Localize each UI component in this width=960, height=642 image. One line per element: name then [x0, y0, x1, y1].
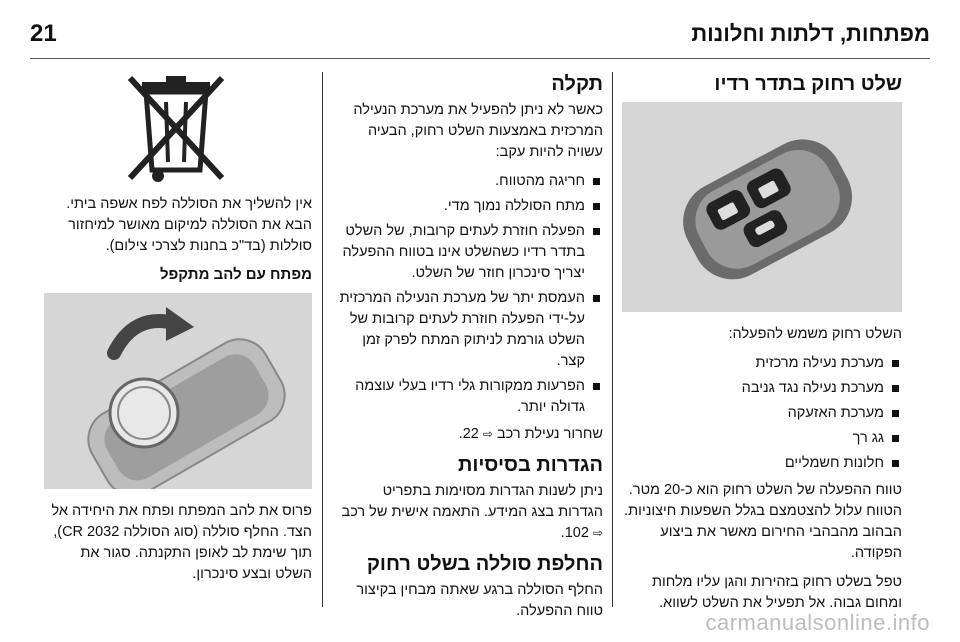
column-remote-control	[622, 72, 902, 622]
range-paragraph: טווח ההפעלה של השלט רחוק הוא כ-20 מטר. הטווח עלול להצטמצם בגלל השפעות חיצוניות. הבהוב מהבהבי החירום מאשר את ביצוע הפקודה.	[624, 482, 902, 561]
list-item: העמסת יתר של מערכת הנעילה המרכזית על-ידי הפעלה חוזרת לעתים קרובות של השלט גורמת לניתוק המתח לפרק זמן קצר.	[335, 288, 603, 372]
disposal-paragraph: אין להשליך את הסוללה לפח אשפה ביתי. הבא את הסוללה למיקום מאושר למיחזור סוללות (בד"כ בחנות לצרכי צילום).	[66, 196, 312, 254]
list-item: מערכת נעילה מרכזית	[622, 353, 902, 374]
list-item: גג רך	[622, 428, 902, 449]
column-divider	[322, 72, 323, 607]
fault-intro: כאשר לא ניתן להפעיל את מערכת הנעילה המרכזית באמצעות השלט רחוק, הבעיה עשויה להיות עקב:	[353, 102, 603, 160]
chapter-title: מפתחות, דלתות וחלונות	[691, 21, 930, 46]
reference-arrow-icon: ⇨	[482, 427, 493, 441]
list-item: הפעלה חוזרת לעתים קרובות, של השלט בתדר רדיו כשהשלט אינו בטווח ההפעלה יצריך סינכרון חוזר של השלט.	[335, 221, 603, 284]
crossed-bin-figure	[116, 72, 236, 184]
unlock-ref-page: 22.	[458, 426, 479, 442]
settings-text: ניתן לשנות הגדרות מסוימות בתפריט הגדרות בצג המידע. התאמה אישית של רכב	[341, 483, 603, 520]
header-divider	[30, 58, 930, 59]
battery-replacement-illustration	[44, 293, 312, 489]
page-number: 21	[30, 20, 57, 47]
remote-key-figure	[622, 102, 902, 312]
fault-causes-list	[335, 171, 603, 418]
list-item: מערכת האזעקה	[622, 403, 902, 424]
settings-ref-page: 102.	[560, 525, 589, 541]
crossed-out-bin-icon	[116, 72, 236, 184]
battery-replacement-figure	[44, 293, 312, 489]
section-title-remote: שלט רחוק בתדר רדיו	[714, 73, 902, 95]
list-item: חריגה מהטווח.	[335, 171, 603, 192]
watermark: carmanualsonline.info	[705, 610, 930, 635]
section-title-settings: הגדרות בסיסיות	[458, 454, 603, 476]
column-fault	[335, 72, 603, 630]
care-paragraph: טפל בשלט רחוק בזהירות והגן עליו מלחות ומחום גבוה. אל תפעיל את השלט לשווא.	[651, 574, 902, 611]
column-battery	[40, 72, 312, 593]
remote-functions-list	[622, 353, 902, 474]
remote-intro: השלט רחוק משמש להפעלה:	[728, 326, 902, 342]
unlock-reference	[335, 424, 603, 445]
battery-paragraph: החלף הסוללה ברגע שאתה מבחין בקיצור טווח ההפעלה.	[356, 582, 603, 619]
list-item: חלונות חשמליים	[622, 453, 902, 474]
section-title-fault: תקלה	[551, 73, 603, 95]
list-item: מערכת נעילה נגד גניבה	[622, 378, 902, 399]
settings-paragraph	[335, 481, 603, 544]
section-title-folding-key: מפתח עם להב מתקפל	[159, 266, 312, 283]
unlock-ref-text: שחרור נעילת רכב	[496, 426, 603, 442]
list-item: הפרעות ממקורות גלי רדיו בעלי עוצמה גדולה יותר.	[335, 376, 603, 418]
remote-key-illustration	[622, 102, 902, 312]
list-item: מתח הסוללה נמוך מדי.	[335, 196, 603, 217]
reference-arrow-icon: ⇨	[592, 526, 603, 540]
column-divider	[612, 72, 613, 607]
section-title-battery: החלפת סוללה בשלט רחוק	[366, 553, 603, 575]
page-header	[30, 14, 930, 54]
battery-instructions: פרוס את להב המפתח ופתח את היחידה אל הצד. החלף סוללה (סוג הסוללה CR 2032), תוך שימת לב לאופן התקנתה. סגור את השלט ובצע סינכרון.	[51, 503, 312, 582]
